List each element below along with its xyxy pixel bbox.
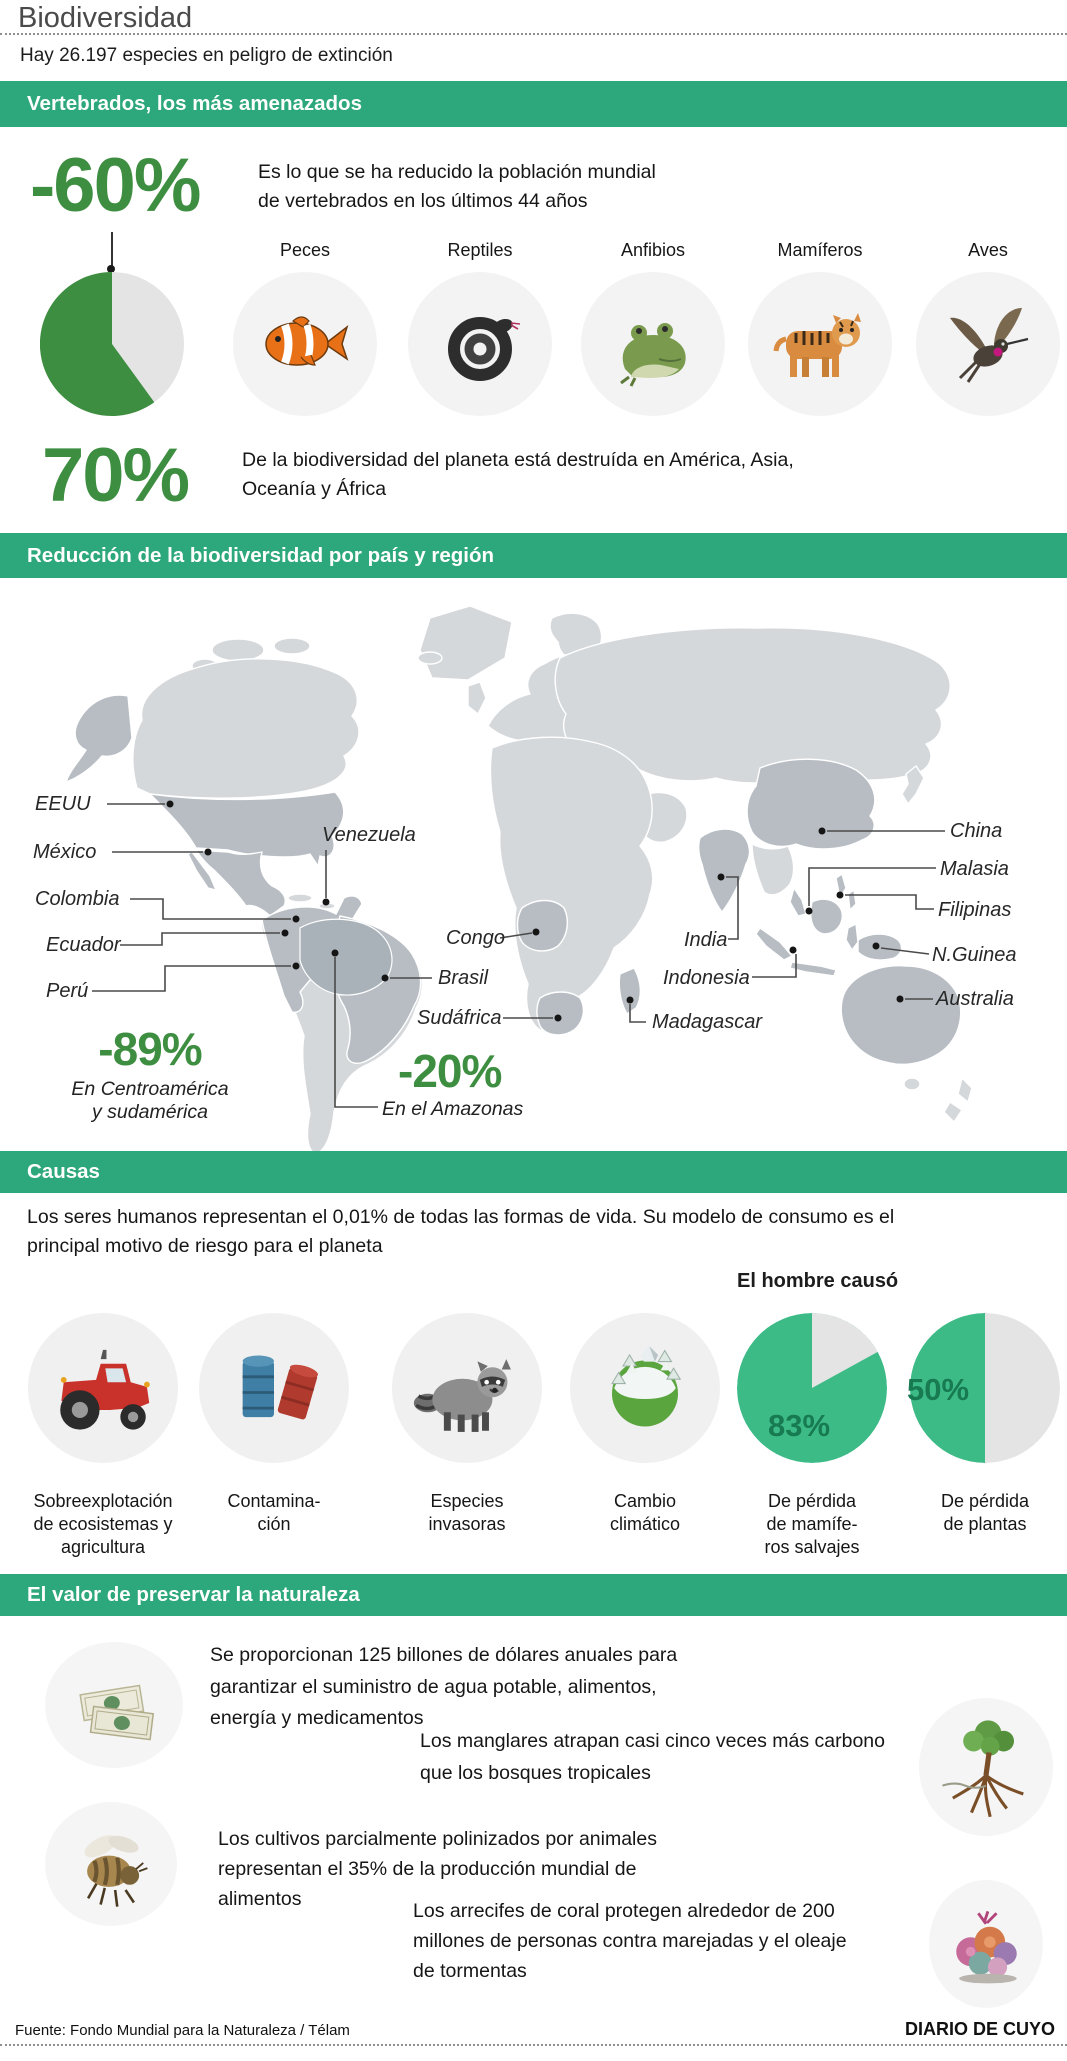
animal-label-anfibios: Anfibios: [620, 240, 686, 260]
stat-minus20-desc: En el Amazonas: [382, 1098, 524, 1120]
snake-icon: [425, 294, 535, 394]
map-label-china: China: [950, 820, 1003, 842]
raccoon-icon: [409, 1336, 525, 1440]
section-bar-valor-label: El valor de preservar la naturaleza: [27, 1583, 360, 1606]
map-label-australia: Australia: [936, 988, 1014, 1010]
hummingbird-icon: [934, 296, 1042, 392]
valor-text-manglares: Los manglares atrapan casi cinco veces más carbono que los bosques tropicales: [420, 1730, 885, 1784]
mangrove-icon: [934, 1711, 1038, 1823]
animal-label-mamiferos: Mamíferos: [777, 240, 863, 260]
clownfish-icon: [250, 299, 360, 389]
stat-minus20: -20%: [398, 1045, 502, 1097]
section-bar-mapa: [0, 533, 1067, 578]
tiger-icon: [764, 295, 876, 393]
cause-label-especies: Especies invasoras: [428, 1491, 506, 1534]
climate-globe-icon: [590, 1333, 700, 1443]
page-title: Biodiversidad: [18, 2, 193, 34]
pie-connector-line: [111, 232, 113, 268]
divider-top: [0, 33, 1067, 35]
map-label-ecuador: Ecuador: [46, 934, 121, 956]
map-label-mexico: México: [33, 841, 97, 863]
valor-circle-abeja: [45, 1802, 177, 1926]
section-bar-valor: [0, 1574, 1067, 1616]
cause-circle-contaminacion: [199, 1313, 349, 1463]
section-bar-vertebrados-label: Vertebrados, los más amenazados: [27, 92, 362, 115]
cause-label-sobreexplotacion: Sobreexplotación de ecosistemas y agricultura: [33, 1491, 173, 1557]
footer-source: Fuente: Fondo Mundial para la Naturaleza / Télam: [15, 2022, 350, 2039]
cause-label-mamiferos: De pérdida de mamífe- ros salvajes: [764, 1491, 860, 1557]
animal-circle-peces: [233, 272, 377, 416]
stat-minus89: -89%: [98, 1023, 202, 1075]
cause-label-plantas: De pérdida de plantas: [940, 1491, 1030, 1534]
valor-text-arrecifes: Los arrecifes de coral protegen alrededor de 200 millones de personas contra marejadas y el oleaje de tormentas: [413, 1900, 847, 1982]
animal-label-peces: Peces: [279, 240, 331, 260]
map-label-malasia: Malasia: [940, 858, 1009, 880]
valor-circle-manglar: [919, 1698, 1053, 1836]
hombre-causo-title: El hombre causó: [737, 1270, 899, 1292]
section-bar-causas: [0, 1151, 1067, 1193]
oil-barrels-icon: [218, 1334, 330, 1442]
map-label-eeuu: EEUU: [35, 793, 91, 815]
stat-70: 70%: [42, 433, 189, 518]
map-label-nguinea: N.Guinea: [932, 944, 1017, 966]
section-bar-vertebrados: [0, 81, 1067, 127]
subtitle: Hay 26.197 especies en peligro de extinción: [20, 45, 393, 66]
causas-intro: Los seres humanos representan el 0,01% de todas las formas de vida. Su modelo de consumo es el principal motivo de riesgo para el planeta: [27, 1206, 895, 1257]
section-bar-mapa-label: Reducción de la biodiversidad por país y región: [27, 543, 495, 567]
valor-text-cultivos: Los cultivos parcialmente polinizados por animales representan el 35% de la producción mundial de alimentos: [218, 1828, 657, 1910]
animal-circle-reptiles: [408, 272, 552, 416]
frog-icon: [598, 297, 708, 392]
divider-bottom: [0, 2044, 1067, 2046]
dollar-bills-icon: [64, 1660, 164, 1750]
cause-circle-cambio-climatico: [570, 1313, 720, 1463]
map-label-congo: Congo: [446, 927, 505, 949]
map-label-india: India: [684, 929, 728, 951]
map-label-filipinas: Filipinas: [938, 899, 1012, 921]
bee-icon: [59, 1815, 163, 1913]
stat-70-desc: De la biodiversidad del planeta está destruída en América, Asia, Oceanía y África: [242, 449, 794, 500]
cause-circle-especies-invasoras: [392, 1313, 542, 1463]
pie-chart-vertebrados: [40, 272, 184, 416]
map-label-colombia: Colombia: [35, 888, 120, 910]
animal-label-reptiles: Reptiles: [447, 240, 513, 260]
animal-circle-aves: [916, 272, 1060, 416]
coral-icon: [938, 1896, 1034, 1992]
stat-minus60: -60%: [30, 143, 200, 228]
map-label-venezuela: Venezuela: [322, 824, 416, 846]
cause-label-contaminacion: Contamina- ción: [227, 1491, 321, 1534]
valor-circle-coral: [929, 1880, 1043, 2008]
stat-minus60-desc: Es lo que se ha reducido la población mundial de vertebrados en los últimos 44 años: [258, 161, 656, 212]
cause-circle-sobreexplotacion: [28, 1313, 178, 1463]
cause-label-cambio: Cambio climático: [609, 1491, 680, 1534]
stat-minus89-desc: En Centroamérica y sudamérica: [71, 1078, 229, 1123]
brand-logo: DIARIO DE CUYO: [904, 2019, 1055, 2039]
map-label-indonesia: Indonesia: [663, 967, 750, 989]
valor-text-dinero: Se proporcionan 125 billones de dólares anuales para garantizar el suministro de agua potable, alimentos, energía y medicamentos: [210, 1644, 678, 1729]
pie-83-label: 83%: [767, 1408, 831, 1443]
animal-circle-mamiferos: [748, 272, 892, 416]
map-label-peru: Perú: [46, 980, 89, 1002]
map-label-madagascar: Madagascar: [652, 1011, 763, 1033]
tractor-icon: [44, 1336, 162, 1440]
pie-50-label: 50%: [906, 1372, 970, 1407]
animal-circle-anfibios: [581, 272, 725, 416]
animal-label-aves: Aves: [968, 240, 1008, 260]
section-bar-causas-label: Causas: [27, 1160, 100, 1183]
map-label-brasil: Brasil: [438, 967, 489, 989]
map-label-sudafrica: Sudáfrica: [417, 1007, 502, 1029]
valor-circle-dinero: [45, 1642, 183, 1768]
